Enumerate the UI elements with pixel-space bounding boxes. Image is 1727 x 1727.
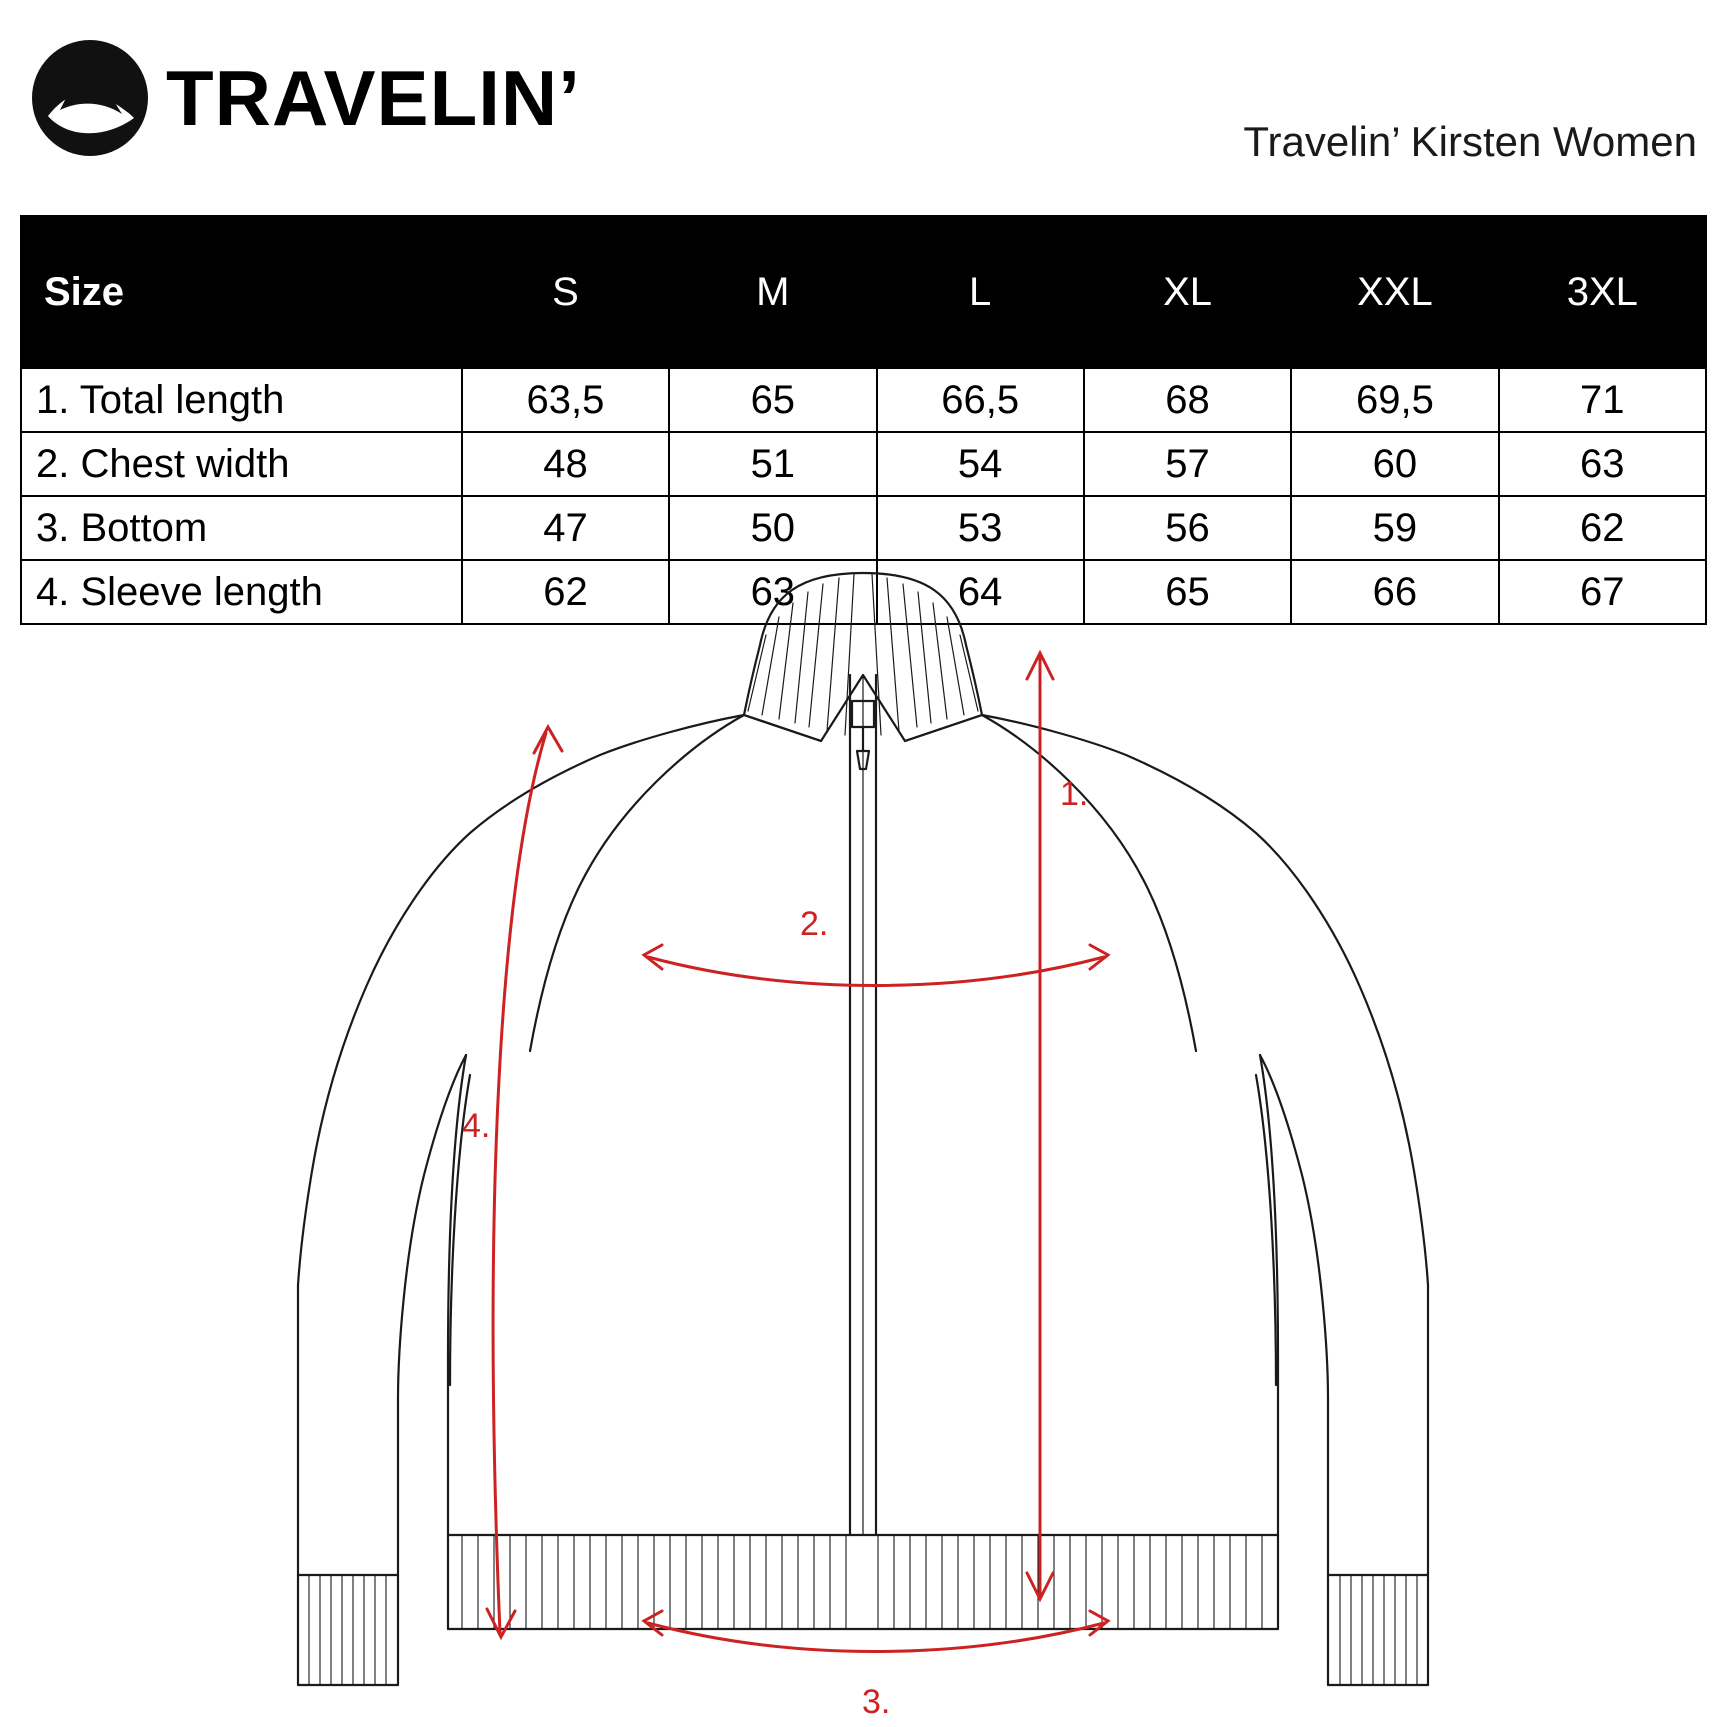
cell-total-length-s: 63,5 bbox=[462, 368, 669, 432]
cell-chest-width-xxl: 60 bbox=[1291, 432, 1498, 496]
cell-total-length-l: 66,5 bbox=[877, 368, 1084, 432]
table-header-3xl: 3XL bbox=[1499, 216, 1706, 368]
cell-total-length-3xl: 71 bbox=[1499, 368, 1706, 432]
annotation-3-label: 3. bbox=[862, 1683, 891, 1721]
cell-sleeve-length-s: 62 bbox=[462, 560, 669, 624]
page-header bbox=[0, 0, 1727, 215]
brand-name: TRAVELIN’ bbox=[166, 54, 581, 142]
cell-bottom-3xl: 62 bbox=[1499, 496, 1706, 560]
mountain-circle-logo-icon bbox=[30, 38, 150, 158]
table-header-l: L bbox=[877, 216, 1084, 368]
cell-chest-width-xl: 57 bbox=[1084, 432, 1291, 496]
table-header-m: M bbox=[669, 216, 876, 368]
cell-sleeve-length-m: 63 bbox=[669, 560, 876, 624]
table-header-s: S bbox=[462, 216, 669, 368]
cell-sleeve-length-l: 64 bbox=[877, 560, 1084, 624]
cell-total-length-m: 65 bbox=[669, 368, 876, 432]
row-label-total-length: 1. Total length bbox=[21, 368, 462, 432]
garment-diagram bbox=[0, 555, 1727, 1727]
cell-chest-width-l: 54 bbox=[877, 432, 1084, 496]
cell-bottom-xl: 56 bbox=[1084, 496, 1291, 560]
table-header-row bbox=[21, 216, 1706, 368]
cell-chest-width-3xl: 63 bbox=[1499, 432, 1706, 496]
cell-bottom-s: 47 bbox=[462, 496, 669, 560]
cell-chest-width-s: 48 bbox=[462, 432, 669, 496]
cell-bottom-l: 53 bbox=[877, 496, 1084, 560]
table-row bbox=[21, 432, 1706, 496]
cell-sleeve-length-xxl: 66 bbox=[1291, 560, 1498, 624]
cell-chest-width-m: 51 bbox=[669, 432, 876, 496]
brand-logo bbox=[30, 38, 581, 158]
cell-total-length-xxl: 69,5 bbox=[1291, 368, 1498, 432]
table-row bbox=[21, 368, 1706, 432]
annotation-4-label: 4. bbox=[462, 1107, 491, 1145]
row-label-chest-width: 2. Chest width bbox=[21, 432, 462, 496]
table-header-xl: XL bbox=[1084, 216, 1291, 368]
cell-total-length-xl: 68 bbox=[1084, 368, 1291, 432]
annotation-1-label: 1. bbox=[1060, 775, 1089, 813]
cell-sleeve-length-xl: 65 bbox=[1084, 560, 1291, 624]
cell-sleeve-length-3xl: 67 bbox=[1499, 560, 1706, 624]
table-header-size: Size bbox=[21, 216, 462, 368]
row-label-sleeve-length: 4. Sleeve length bbox=[21, 560, 462, 624]
cell-bottom-xxl: 59 bbox=[1291, 496, 1498, 560]
cell-bottom-m: 50 bbox=[669, 496, 876, 560]
table-row bbox=[21, 496, 1706, 560]
annotation-2-label: 2. bbox=[800, 905, 829, 943]
row-label-bottom: 3. Bottom bbox=[21, 496, 462, 560]
table-header-xxl: XXL bbox=[1291, 216, 1498, 368]
product-title: Travelin’ Kirsten Women bbox=[1243, 118, 1697, 165]
